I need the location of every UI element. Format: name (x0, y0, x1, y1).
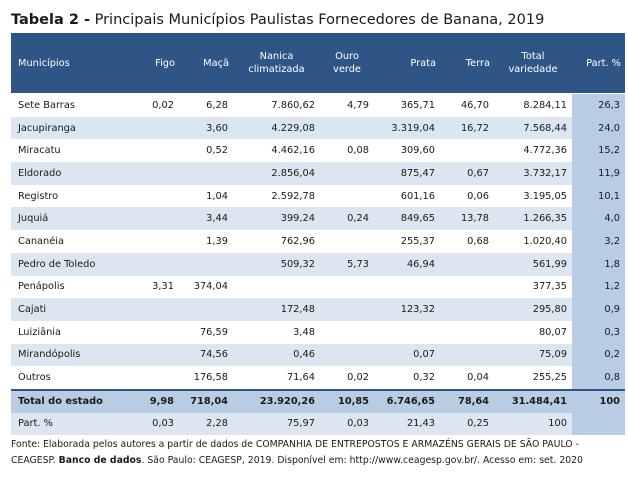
table-cell: 80,07 (538, 326, 567, 338)
table-cell: 176,58 (193, 372, 228, 384)
table-cell: 399,24 (233, 207, 320, 230)
table-cell: 6.746,65 (374, 390, 440, 413)
table-cell (179, 162, 233, 185)
part-percent-cell: 0,8 (572, 366, 625, 390)
municipio-name-cell: Sete Barras (11, 94, 126, 117)
table-cell (320, 276, 374, 299)
part-percent-cell: 11,9 (572, 162, 625, 185)
column-header-part: Part. % (572, 33, 625, 94)
table-cell: 2.592,78 (271, 190, 315, 202)
table-cell (126, 117, 179, 140)
column-header-nanica: Nanica climatizada (233, 33, 320, 94)
table-cell: 718,04 (179, 390, 233, 413)
table-cell (440, 344, 494, 367)
part-percent-cell: 15,2 (572, 139, 625, 162)
table-cell: 377,35 (532, 281, 567, 293)
table-title (11, 12, 544, 28)
table-cell (179, 253, 233, 276)
part-percent-cell: 0,9 (572, 298, 625, 321)
banana-suppliers-table (11, 33, 625, 435)
table-cell: 4,79 (320, 94, 374, 117)
column-header-ouro-verde: Ouro verde (320, 33, 374, 94)
table-cell: 71,64 (286, 372, 315, 384)
table-cell (440, 276, 494, 299)
table-cell (126, 139, 179, 162)
table-cell: 4.229,08 (233, 117, 320, 140)
table-cell: 0,24 (320, 207, 374, 230)
part-percent-cell: 26,3 (572, 94, 625, 117)
source-prefix: Fonte: Elaborada pelos autores a partir de dados de COMPANHIA DE ENTREPOSTOS E ARMAZÉNS GERAIS DE SÃO PAULO - CEAGESP. (11, 439, 579, 466)
table-cell (320, 344, 374, 367)
table-cell (440, 139, 494, 162)
table-cell (126, 298, 179, 321)
municipio-name-cell: Outros (18, 372, 51, 384)
municipio-name-cell: Pedro de Toledo (11, 253, 126, 276)
table-cell: 46,94 (374, 253, 440, 276)
municipio-name-cell: Penápolis (18, 281, 65, 293)
table-cell: 0,52 (206, 145, 228, 157)
table-row (11, 162, 625, 185)
table-cell (320, 162, 374, 185)
table-cell: 31.484,41 (494, 390, 572, 413)
table-cell: 3.195,05 (523, 190, 567, 202)
table-cell: 0,68 (467, 235, 489, 247)
table-row (11, 185, 625, 208)
table-cell (126, 253, 179, 276)
table-body (11, 94, 625, 390)
table-cell (126, 207, 179, 230)
column-header-total: Total variedade (494, 33, 572, 94)
part-percent-cell: 4,0 (572, 207, 625, 230)
table-cell: 255,37 (400, 235, 435, 247)
table-cell (126, 366, 179, 390)
municipio-name-cell: Jacupiranga (11, 117, 126, 140)
table-cell: 4.772,36 (523, 145, 567, 157)
table-cell: 100 (572, 390, 625, 413)
table-cell: 365,71 (374, 94, 440, 117)
table-cell: 875,47 (374, 162, 440, 185)
table-cell: 23.920,26 (233, 390, 320, 413)
table-cell: 309,60 (400, 145, 435, 157)
table-cell: 13,78 (440, 207, 494, 230)
table-cell (320, 117, 374, 140)
table-cell: 10,85 (320, 390, 374, 413)
table-cell (126, 162, 179, 185)
municipio-name-cell: Cajati (11, 298, 126, 321)
part-row (11, 413, 625, 435)
table-cell (320, 185, 374, 208)
table-row (11, 276, 625, 299)
municipio-name-cell: Eldorado (11, 162, 126, 185)
table-cell: 172,48 (233, 298, 320, 321)
table-cell: Total do estado (11, 390, 126, 413)
table-cell (126, 321, 179, 344)
table-cell: 762,96 (280, 235, 315, 247)
table-cell: 2,28 (179, 413, 233, 435)
table-cell: 3,31 (152, 281, 174, 293)
part-percent-cell: 10,1 (572, 185, 625, 208)
table-row (11, 253, 625, 276)
table-cell: 1,04 (206, 190, 228, 202)
table-cell: 255,25 (532, 372, 567, 384)
table-cell: 3,44 (179, 207, 233, 230)
table-title-label: Tabela 2 - (11, 12, 90, 28)
table-row (11, 298, 625, 321)
part-percent-cell: 0,3 (572, 321, 625, 344)
table-row (11, 344, 625, 367)
table-row (11, 366, 625, 390)
table-cell (572, 413, 625, 435)
table-cell: 3.319,04 (374, 117, 440, 140)
table-cell: 2.856,04 (233, 162, 320, 185)
table-cell: 6,28 (179, 94, 233, 117)
table-row (11, 321, 625, 344)
table-cell: 0,08 (347, 145, 369, 157)
header-row (11, 33, 625, 94)
table-row (11, 139, 625, 162)
part-percent-cell: 1,8 (572, 253, 625, 276)
table-cell: 123,32 (374, 298, 440, 321)
column-header-figo: Figo (126, 33, 179, 94)
table-cell: 4.462,16 (271, 145, 315, 157)
table-cell: 3.732,17 (494, 162, 572, 185)
table-cell (440, 298, 494, 321)
table-row (11, 230, 625, 253)
table-cell: 0,46 (233, 344, 320, 367)
table-cell (126, 230, 179, 253)
table-cell: 7.860,62 (233, 94, 320, 117)
table-row (11, 207, 625, 230)
table-cell: 100 (494, 413, 572, 435)
table-cell: 78,64 (440, 390, 494, 413)
table-cell: 8.284,11 (494, 94, 572, 117)
table-cell: 0,03 (126, 413, 179, 435)
table-cell: 7.568,44 (494, 117, 572, 140)
municipio-name-cell: Luiziânia (18, 326, 62, 338)
table-cell: 3,48 (293, 326, 315, 338)
column-header-maca: Maçã (179, 33, 233, 94)
table-cell: 76,59 (199, 326, 228, 338)
table-cell: 0,06 (467, 190, 489, 202)
part-percent-cell: 0,2 (572, 344, 625, 367)
table-cell: 0,07 (374, 344, 440, 367)
table-cell: 75,09 (494, 344, 572, 367)
table-cell: 9,98 (126, 390, 179, 413)
table-cell: 0,67 (440, 162, 494, 185)
table-cell: 1.020,40 (523, 235, 567, 247)
table-row (11, 117, 625, 140)
table-cell (440, 321, 494, 344)
table-row (11, 94, 625, 117)
part-percent-cell: 3,2 (572, 230, 625, 253)
source-note (11, 437, 611, 468)
column-header-prata: Prata (374, 33, 440, 94)
table-cell: 46,70 (440, 94, 494, 117)
municipio-name-cell: Cananéia (18, 235, 65, 247)
municipio-name-cell: Juquiá (11, 207, 126, 230)
table-cell (179, 298, 233, 321)
table-cell (440, 253, 494, 276)
table-cell (320, 321, 374, 344)
table-cell (126, 185, 179, 208)
table-cell: 74,56 (179, 344, 233, 367)
part-percent-cell: 1,2 (572, 276, 625, 299)
table-cell (320, 298, 374, 321)
table-cell: 561,99 (494, 253, 572, 276)
municipio-name-cell: Registro (18, 190, 59, 202)
table-cell: 0,25 (440, 413, 494, 435)
table-cell: 295,80 (494, 298, 572, 321)
table-cell: 21,43 (374, 413, 440, 435)
table-cell: 0,02 (347, 372, 369, 384)
table-cell: 0,02 (126, 94, 179, 117)
source-bold: Banco de dados (58, 454, 142, 466)
table-cell: 5,73 (320, 253, 374, 276)
municipio-name-cell: Mirandópolis (11, 344, 126, 367)
table-cell (233, 276, 320, 299)
table-cell: 509,32 (233, 253, 320, 276)
table-cell: 0,03 (320, 413, 374, 435)
part-percent-cell: 24,0 (572, 117, 625, 140)
table-cell: 0,04 (467, 372, 489, 384)
source-suffix: . São Paulo: CEAGESP, 2019. Disponível em: http://www.ceagesp.gov.br/. Acesso em: set. 2020 (141, 454, 583, 466)
table-cell: 16,72 (440, 117, 494, 140)
municipio-name-cell: Miracatu (18, 145, 61, 157)
column-header-terra: Terra (440, 33, 494, 94)
total-row (11, 390, 625, 413)
table-cell (374, 321, 440, 344)
table-cell: 374,04 (193, 281, 228, 293)
table-cell (374, 276, 440, 299)
table-cell: 1.266,35 (494, 207, 572, 230)
table-cell: 1,39 (206, 235, 228, 247)
table-cell (320, 230, 374, 253)
column-header-municipios: Municípios (11, 33, 126, 94)
table-cell: 3,60 (179, 117, 233, 140)
table-cell (126, 344, 179, 367)
table-cell: 0,32 (413, 372, 435, 384)
table-cell: Part. % (11, 413, 126, 435)
table-cell: 601,16 (400, 190, 435, 202)
table-cell: 849,65 (374, 207, 440, 230)
table-title-text: Principais Municípios Paulistas Fornecedores de Banana, 2019 (94, 12, 545, 28)
table-cell: 75,97 (233, 413, 320, 435)
